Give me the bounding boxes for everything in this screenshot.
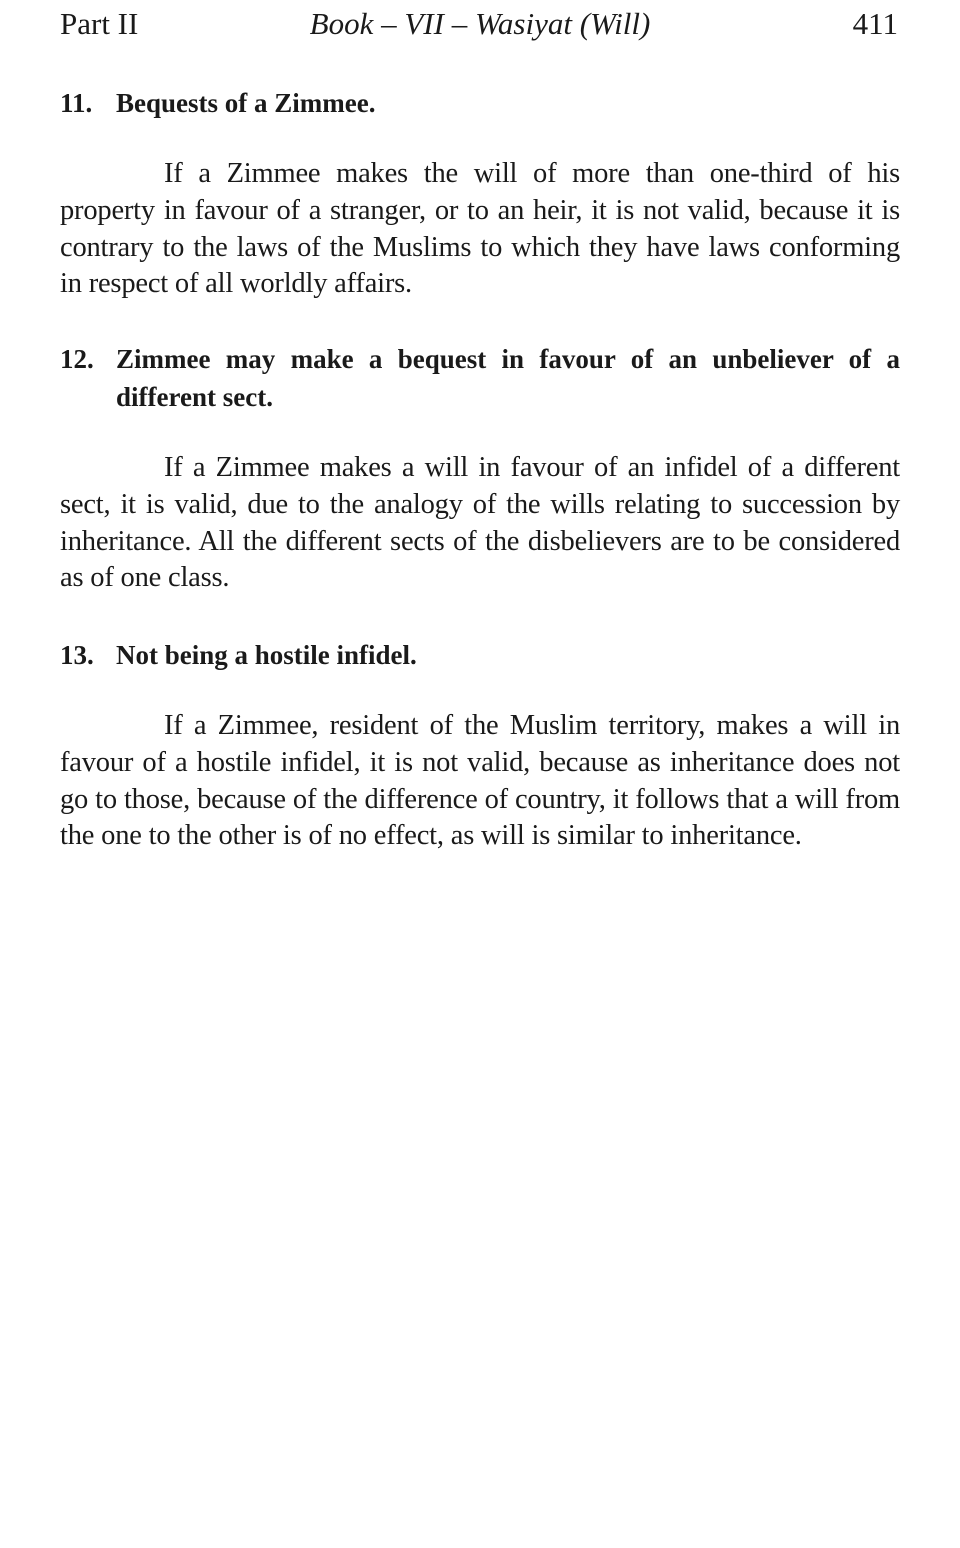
section-title: Zimmee may make a bequest in favour of an unbeliever of a different sect. (116, 344, 900, 412)
book-page (60, 0, 900, 852)
section-title: Not being a hostile infidel. (116, 640, 417, 670)
header-part-label: Part II (60, 6, 139, 41)
page-number: 411 (852, 6, 898, 41)
section-number: 11. (60, 88, 93, 118)
section-12 (60, 340, 900, 597)
section-paragraph: If a Zimmee makes a will in favour of an infidel of a different sect, it is valid, due to the analogy of the wills relating to succession by inheritance. All the different sects of the disbelievers are to be considered as of one class. (60, 452, 900, 594)
section-number: 12. (60, 344, 94, 374)
section-11 (60, 84, 900, 303)
section-paragraph: If a Zimmee, resident of the Muslim territory, makes a will in favour of a hostile infidel, it is not valid, because as inheritance does not go to those, because of the difference of country, it follows that a will from the one to the other is of no effect, as will is similar to inheritance. (60, 710, 900, 852)
section-heading (60, 636, 900, 674)
running-header (60, 2, 900, 46)
section-heading (60, 84, 900, 122)
section-number: 13. (60, 640, 94, 670)
section-heading (60, 340, 900, 416)
section-title: Bequests of a Zimmee. (116, 88, 376, 118)
header-book-title: Book – VII – Wasiyat (Will) (309, 6, 651, 41)
section-paragraph: If a Zimmee makes the will of more than one-third of his property in favour of a stranger, or to an heir, it is not valid, because it is contrary to the laws of the Muslims to which they have laws conforming in respect of all worldly affairs. (60, 158, 900, 300)
section-13 (60, 636, 900, 855)
